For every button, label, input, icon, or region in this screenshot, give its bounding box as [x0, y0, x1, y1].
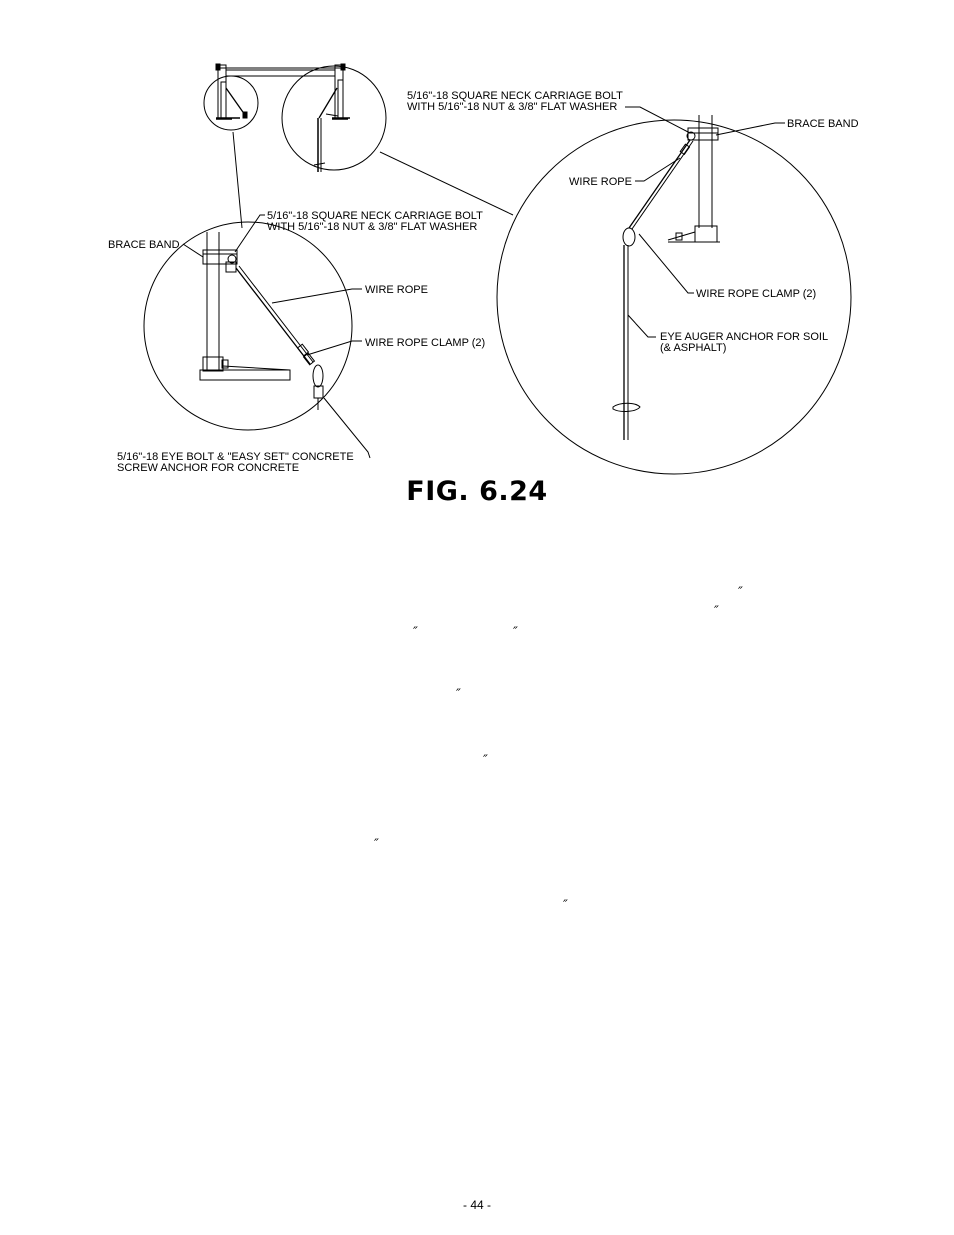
label-wire-rope-left: WIRE ROPE: [365, 284, 428, 296]
callout-labels: [108, 90, 859, 474]
inch-mark: ″: [374, 837, 379, 852]
detail-circle-left: [144, 215, 370, 458]
inch-mark: ″: [513, 625, 518, 640]
label-auger-line1: EYE AUGER ANCHOR FOR SOIL: [660, 331, 829, 343]
figure-title: FIG. 6.24: [406, 476, 548, 507]
inch-mark: ″: [563, 898, 568, 913]
detail-circle-small-left: [204, 76, 258, 130]
label-auger-line2: (& ASPHALT): [660, 342, 727, 354]
label-clamp-right: WIRE ROPE CLAMP (2): [696, 288, 817, 300]
label-brace-band-right: BRACE BAND: [787, 118, 859, 130]
inch-mark: ″: [413, 625, 418, 640]
label-bolt-right-line1: 5/16"-18 SQUARE NECK CARRIAGE BOLT: [407, 90, 623, 102]
label-brace-band-left: BRACE BAND: [108, 239, 180, 251]
inch-mark: ″: [714, 604, 719, 619]
inch-mark: ″: [483, 753, 488, 768]
label-eyebolt-line2: SCREW ANCHOR FOR CONCRETE: [117, 462, 300, 474]
label-eyebolt-line1: 5/16"-18 EYE BOLT & "EASY SET" CONCRETE: [117, 451, 354, 463]
label-clamp-left: WIRE ROPE CLAMP (2): [365, 337, 486, 349]
inch-mark: ″: [738, 585, 743, 600]
label-bolt-left-line1: 5/16"-18 SQUARE NECK CARRIAGE BOLT: [267, 210, 483, 222]
frame-overview: [216, 64, 348, 119]
inch-mark: ″: [456, 687, 461, 702]
label-bolt-right-line2: WITH 5/16"-18 NUT & 3/8" FLAT WASHER: [407, 101, 618, 113]
label-bolt-left-line2: WITH 5/16"-18 NUT & 3/8" FLAT WASHER: [267, 221, 478, 233]
page-number: - 44 -: [462, 1198, 491, 1212]
label-wire-rope-right: WIRE ROPE: [569, 176, 632, 188]
